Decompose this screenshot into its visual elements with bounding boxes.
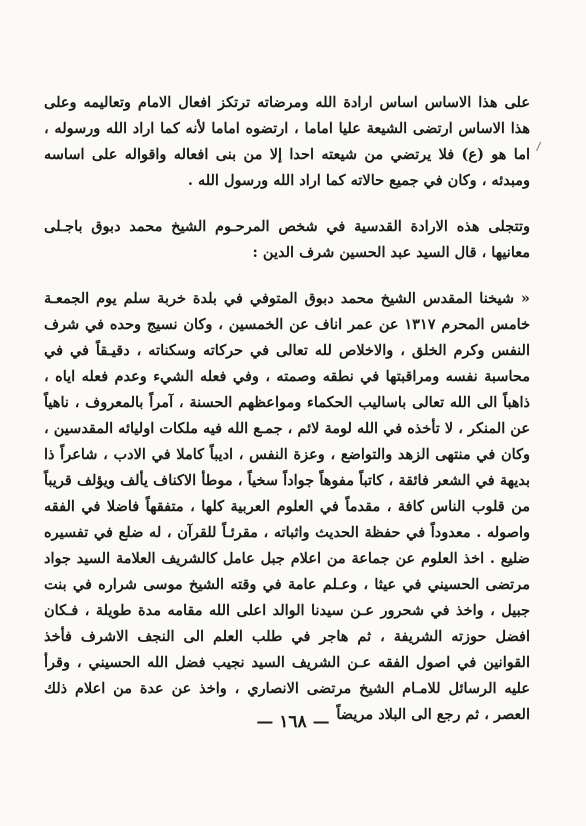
paragraph-2: وتتجلى هذه الارادة القدسية في شخص المرحـوم الشيخ محمد دبوق باجـلى معانيها ، قال السيد عبد الحسين شرف الدين : <box>44 218 530 261</box>
margin-pencil-mark <box>536 142 544 153</box>
page-number: — ١٦٨ — <box>256 712 330 732</box>
paragraph-1: على هذا الاساس اساس ارادة الله ومرضاته ترتكز افعال الامام وتعاليمه وعلى هذا الاساس ارتضى الشيعة عليا اماما ، ارتضوه اماما لأنه كما اراد الله ورسوله ، اما هو (ع) فلا يرتضي من شيعته احدا إلا من بنى افعاله واقواله على اساسه ومبدئه ، وكان في جميع حالاته كما اراد الله ورسول الله . <box>44 94 530 189</box>
paragraph-3-quotation: « شيخنا المقدس الشيخ محمد دبوق المتوفي في بلدة خربة سلم يوم الجمعـة خامس المحرم ١٣١٧ عن عمر اناف عن الخمسين ، وكان نسيج وحده في شرف النفس وكرم الخلق ، والاخلاص لله تعالى في حركاته وسكناته ، دقيـقاً في في محاسبة نفسه ومراقبتها في نطقه وصمته ، وفي فعله الشيء وعدم فعله اياه ، ذاهباً الى الله تعالى باساليب الحكماء ومواعظهم الحسنة ، آمراً بالمعروف ، ناهياً عن المنكر ، لا تأخذه في الله لومة لائم ، جمـع الله فيه ملكات اوليائه المقدسين ، وكان في منتهى الزهد والتواضع ، وعزة النفس ، اديباً كاملا في الادب ، شاعراً ذا بديهة في الشعر فائقة ، كاتباً مفوهاً جواداً سخياً ، موطأ الاكناف يألف ويؤلف قريباً من قلوب الناس كافة ، مقدماً في العلوم العربية كلها ، متفقهاً فاضلا في الفقه واصوله . معدوداً في حفظة الحديث واثباته ، مقرئـاً للقرآن ، له ضلع في تفسيره ضليع . اخذ العلوم عن جماعة من اعلام جبل عامل كالشريف العلامة السيد جواد مرتضى الحسيني في عيثا ، وعـلم عامة في وقته الشيخ موسى شراره في بنت جبيل ، واخذ في شحرور عـن سيدنا الوالد اعلى الله مقامه مدة طويلة ، فـكان افضل حوزته الشريفة ، ثم هاجر في طلب العلم الى النجف الاشرف فأخذ القوانين في اصول الفقه عـن الشريف السيد نجيب فضل الله الحسيني ، وقرأ عليه الرسائل للامـام الشيخ مرتضى الانصاري ، واخذ عن عدة من اعلام ذلك العصر ، ثم رجع الى البلاد مريضاً <box>44 290 530 723</box>
